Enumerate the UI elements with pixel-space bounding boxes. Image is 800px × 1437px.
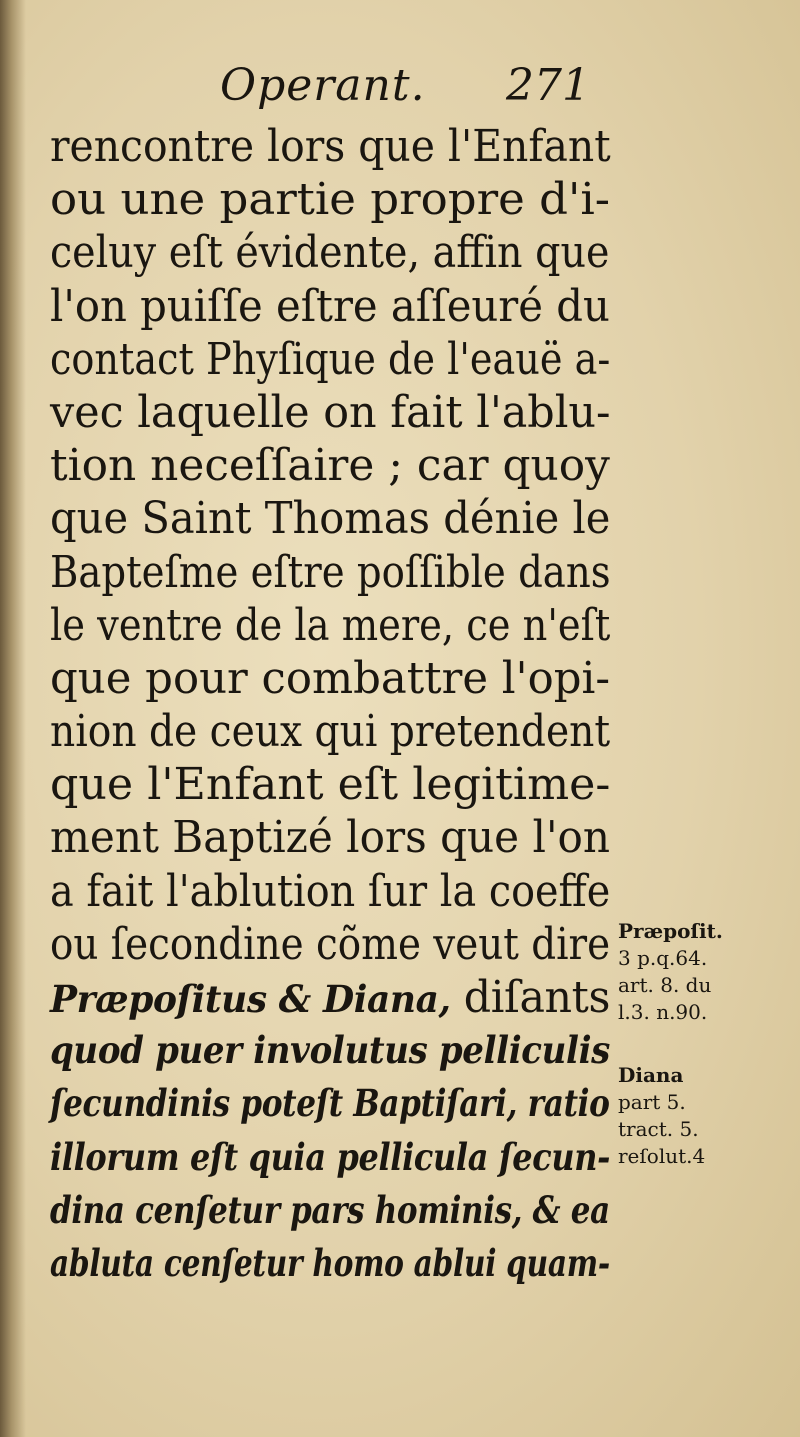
margin-note-gap bbox=[618, 1026, 768, 1062]
text-line: ou ſecondine cõme veut dire bbox=[50, 918, 611, 970]
italic-text-line: ſecundinis poteſt Baptiſari, ratio bbox=[50, 1081, 610, 1126]
text-line: Bapteſme eſtre poſſible dans bbox=[50, 546, 611, 598]
margin-note-line: part 5. bbox=[618, 1090, 686, 1114]
page-number: 271 bbox=[506, 60, 590, 111]
margin-note-line: tract. 5. bbox=[618, 1117, 699, 1141]
text-line: tion neceſſaire ; car quoy bbox=[50, 440, 610, 492]
italic-text-line: quod puer involutus pelliculis bbox=[50, 1028, 610, 1073]
italic-text-line: abluta cenſetur homo ablui quam- bbox=[50, 1240, 610, 1285]
italic-text-line bbox=[50, 971, 611, 1024]
text-line: nion de ceux qui pretendent bbox=[50, 706, 611, 758]
text-line: que Saint Thomas dénie le bbox=[50, 493, 611, 545]
text-line: rencontre lors que l'Enfant bbox=[50, 121, 611, 172]
italic-text-line: dina cenſetur pars hominis, & ea bbox=[50, 1187, 610, 1232]
text-line: ou une partie propre d'i- bbox=[50, 174, 610, 226]
text-line: que pour combattre l'opi- bbox=[50, 652, 611, 704]
text-line: que l'Enfant eſt legitime- bbox=[50, 759, 611, 811]
page-header bbox=[210, 60, 590, 120]
margin-notes bbox=[618, 918, 768, 1170]
margin-note-line: 3 p.q.64. bbox=[618, 946, 708, 970]
text-line: a fait l'ablution ſur la coeffe bbox=[50, 865, 611, 917]
show-through-text bbox=[620, 160, 770, 380]
italic-fragment: Præpoſitus & Diana, bbox=[50, 977, 451, 1021]
margin-note-line: art. 8. du bbox=[618, 973, 712, 997]
italic-text-line: illorum eſt quia pellicula ſecun- bbox=[50, 1134, 611, 1179]
text-line: celuy eſt évidente, affin que bbox=[50, 227, 610, 279]
text-line: vec laquelle on fait l'ablu- bbox=[50, 386, 611, 438]
binding-gutter bbox=[0, 0, 26, 1437]
text-line: contact Phyſique de l'eauë a- bbox=[50, 333, 611, 385]
margin-note-line: l.3. n.90. bbox=[618, 1000, 708, 1024]
running-head: Operant. bbox=[220, 60, 426, 111]
text-line: ment Baptizé lors que l'on bbox=[50, 812, 610, 864]
margin-note-line: Diana bbox=[618, 1063, 684, 1087]
text-line: l'on puiſſe eſtre aſſeuré du bbox=[50, 280, 610, 332]
margin-note-line: reſolut.4 bbox=[618, 1144, 706, 1168]
roman-fragment: diſants bbox=[450, 972, 611, 1023]
text-line: le ventre de la mere, ce n'eſt bbox=[50, 599, 611, 651]
margin-note-line: Præpoſit. bbox=[618, 919, 723, 943]
body-text bbox=[50, 120, 610, 1290]
